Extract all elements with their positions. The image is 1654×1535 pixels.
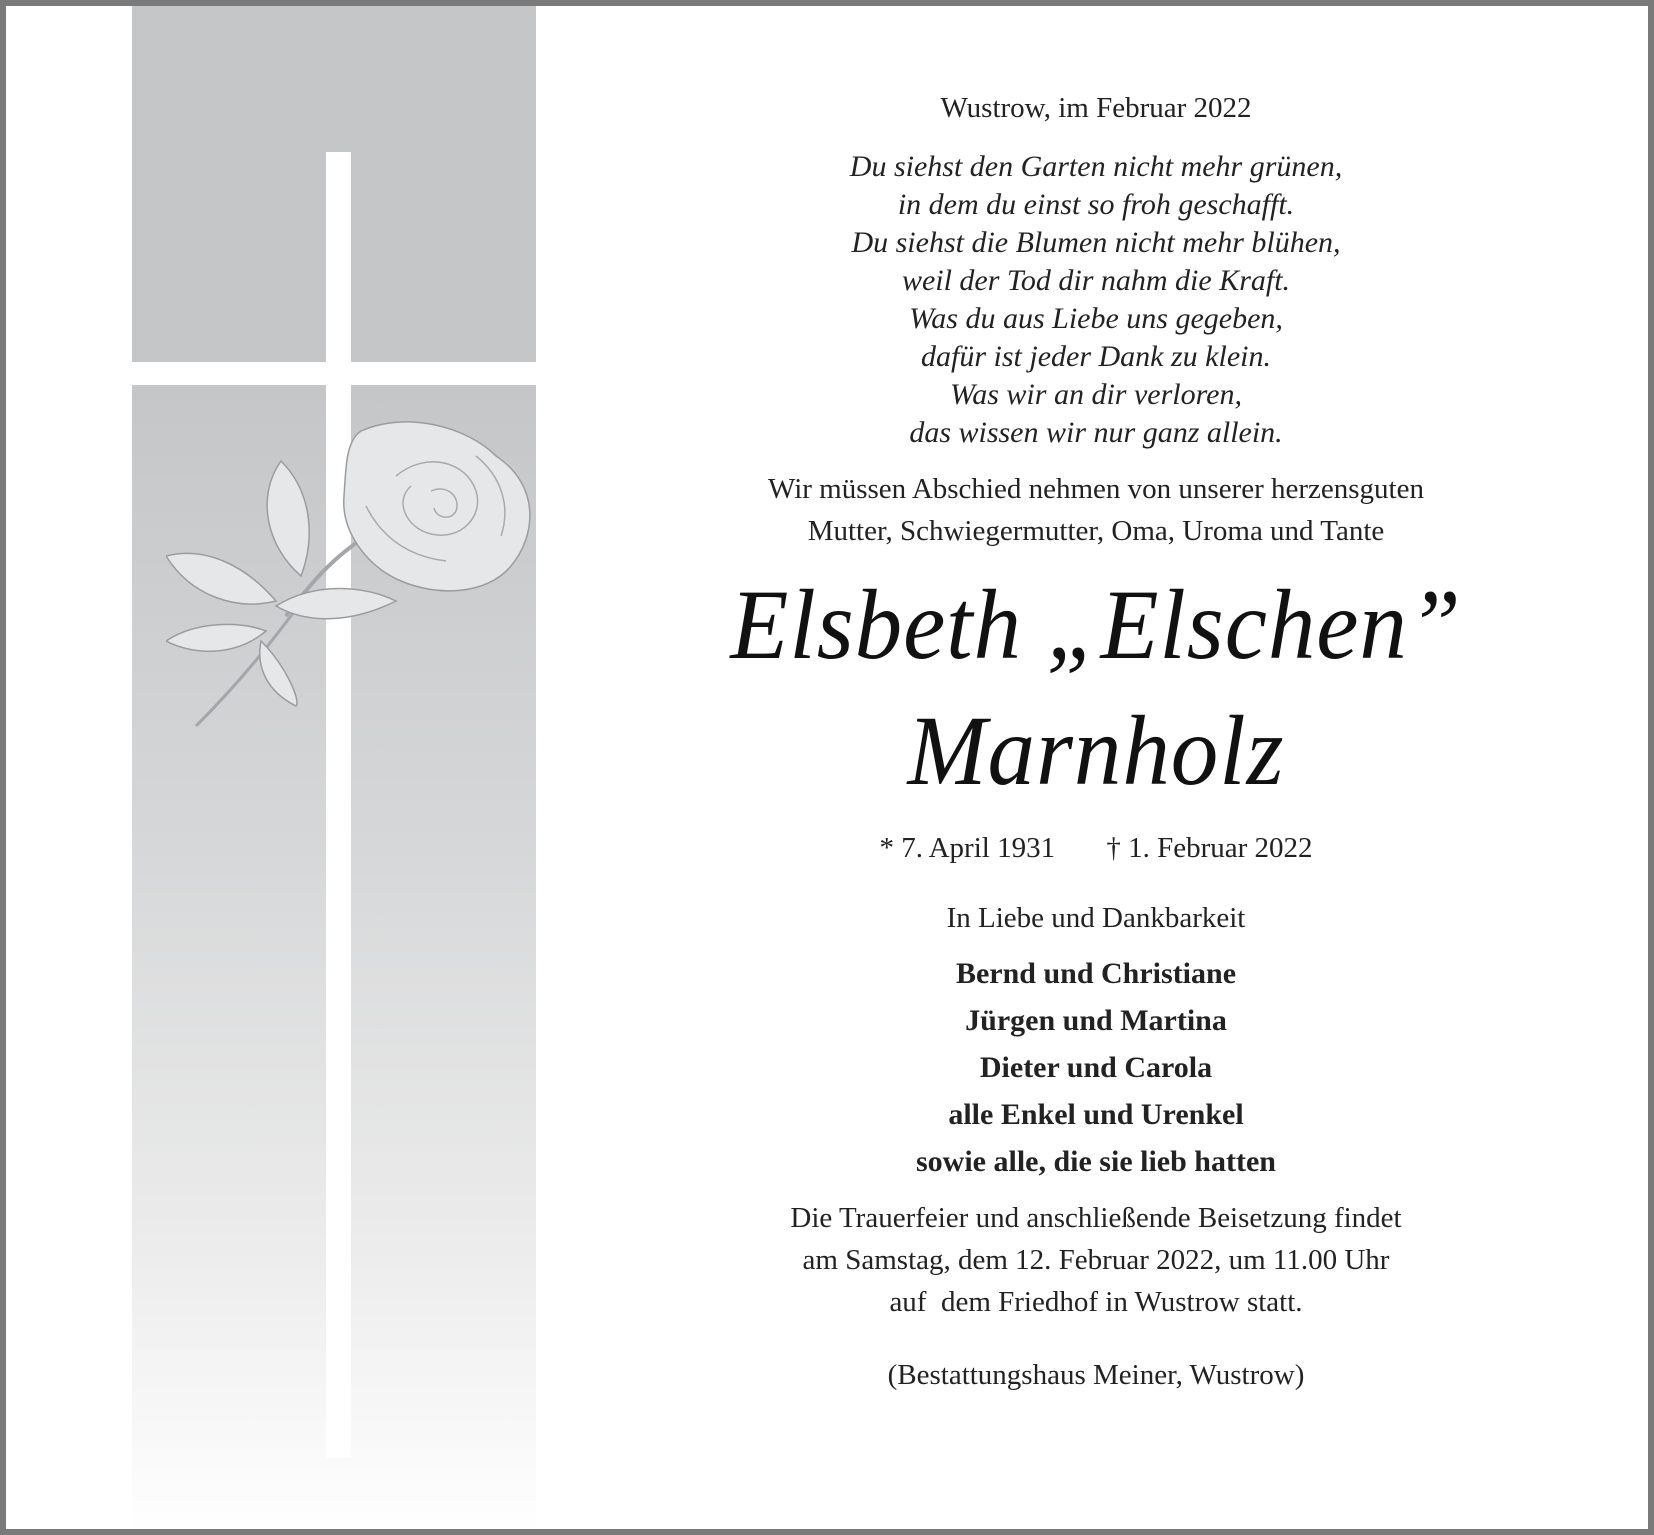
- mourner: Jürgen und Martina: [965, 1004, 1227, 1037]
- poem-line: das wissen wir nur ganz allein.: [909, 416, 1283, 449]
- poem-line: Was wir an dir verloren,: [950, 378, 1242, 411]
- funeral-line: am Samstag, dem 12. Februar 2022, um 11.00 Uhr: [802, 1244, 1390, 1276]
- mourner: Bernd und Christiane: [955, 957, 1237, 990]
- intro-line: Wir müssen Abschied nehmen von unserer herzensguten: [768, 473, 1424, 505]
- mourner: alle Enkel und Urenkel: [948, 1098, 1244, 1131]
- place-date: Wustrow, im Februar 2022: [940, 92, 1252, 124]
- funeral-line: Die Trauerfeier und anschließende Beisetzung findet: [790, 1202, 1402, 1234]
- intro-line: Mutter, Schwiegermutter, Oma, Uroma und Tante: [807, 515, 1385, 547]
- mourners-list: [646, 950, 1546, 1185]
- death-date: † 1. Februar 2022: [1106, 832, 1313, 864]
- undertaker: (Bestattungshaus Meiner, Wustrow): [887, 1359, 1305, 1391]
- poem-line: Du siehst die Blumen nicht mehr blühen,: [851, 226, 1341, 259]
- deceased-first-name: Elsbeth „Elschen”: [730, 569, 1462, 680]
- poem-line: Was du aus Liebe uns gegeben,: [909, 302, 1283, 335]
- poem-line: dafür ist jeder Dank zu klein.: [921, 340, 1271, 373]
- cross-bar: [132, 362, 536, 385]
- funeral-notice: [646, 1197, 1546, 1323]
- mourner: sowie alle, die sie lieb hatten: [916, 1145, 1276, 1178]
- poem-line: weil der Tod dir nahm die Kraft.: [901, 264, 1291, 297]
- birth-date: * 7. April 1931: [879, 832, 1056, 864]
- poem: [646, 148, 1546, 452]
- obituary-text: [646, 88, 1546, 1395]
- deceased-last-name: Marnholz: [907, 695, 1285, 806]
- cross-icon: [326, 152, 351, 1458]
- thanks-line: In Liebe und Dankbarkeit: [946, 902, 1246, 934]
- funeral-line: auf dem Friedhof in Wustrow statt.: [889, 1286, 1303, 1318]
- rose-icon: [166, 416, 566, 776]
- poem-line: Du siehst den Garten nicht mehr grünen,: [849, 150, 1343, 183]
- farewell-intro: [646, 468, 1546, 552]
- life-dates: [646, 828, 1546, 868]
- mourner: Dieter und Carola: [979, 1051, 1213, 1084]
- poem-line: in dem du einst so froh geschafft.: [897, 188, 1295, 221]
